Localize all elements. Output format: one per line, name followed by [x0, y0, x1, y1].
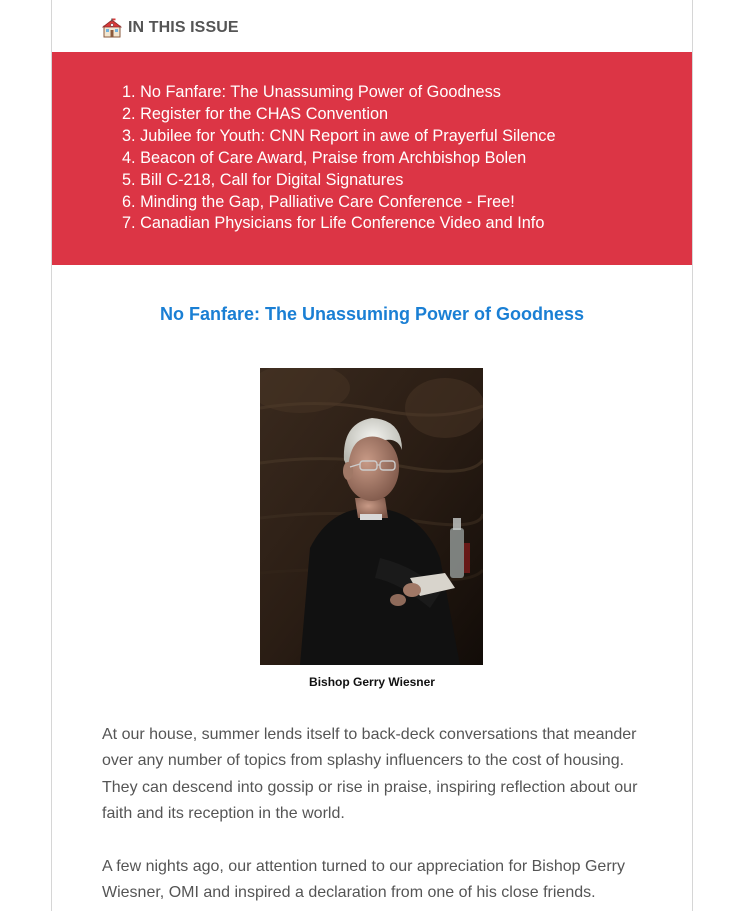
toc-item-5[interactable]: 5. Bill C-218, Call for Digital Signatures [122, 170, 404, 189]
toc-item-7[interactable]: 7. Canadian Physicians for Life Conference Video and Info [122, 214, 545, 233]
toc-item-1[interactable]: 1. No Fanfare: The Unassuming Power of Goodness [122, 83, 501, 101]
article-paragraph-2: A few nights ago, our attention turned to our appreciation for Bishop Gerry Wiesner, OMI and inspired a declaration from one of his close friends. [102, 858, 625, 902]
newsletter-page [51, 0, 693, 911]
issue-header [102, 17, 239, 39]
photo-caption: Bishop Gerry Wiesner [309, 675, 435, 689]
toc-item-4[interactable]: 4. Beacon of Care Award, Praise from Archbishop Bolen [122, 148, 527, 167]
issue-title: IN THIS ISSUE [128, 19, 239, 36]
toc-list [122, 82, 556, 235]
article-paragraph-1: At our house, summer lends itself to back-deck conversations that meander over any number of topics from splashy influencers to the cost of housing. They can descend into gossip or rise in praise, inspiring reflection about our faith and its reception in the world. [102, 726, 638, 822]
table-of-contents [52, 52, 692, 265]
toc-item-2[interactable]: 2. Register for the CHAS Convention [122, 104, 389, 123]
school-icon [102, 18, 122, 38]
bishop-photo [260, 368, 483, 665]
article-title: No Fanfare: The Unassuming Power of Goodness [159, 304, 585, 324]
toc-item-3[interactable]: 3. Jubilee for Youth: CNN Report in awe of Prayerful Silence [122, 126, 556, 145]
toc-item-6[interactable]: 6. Minding the Gap, Palliative Care Conference - Free! [122, 192, 515, 211]
